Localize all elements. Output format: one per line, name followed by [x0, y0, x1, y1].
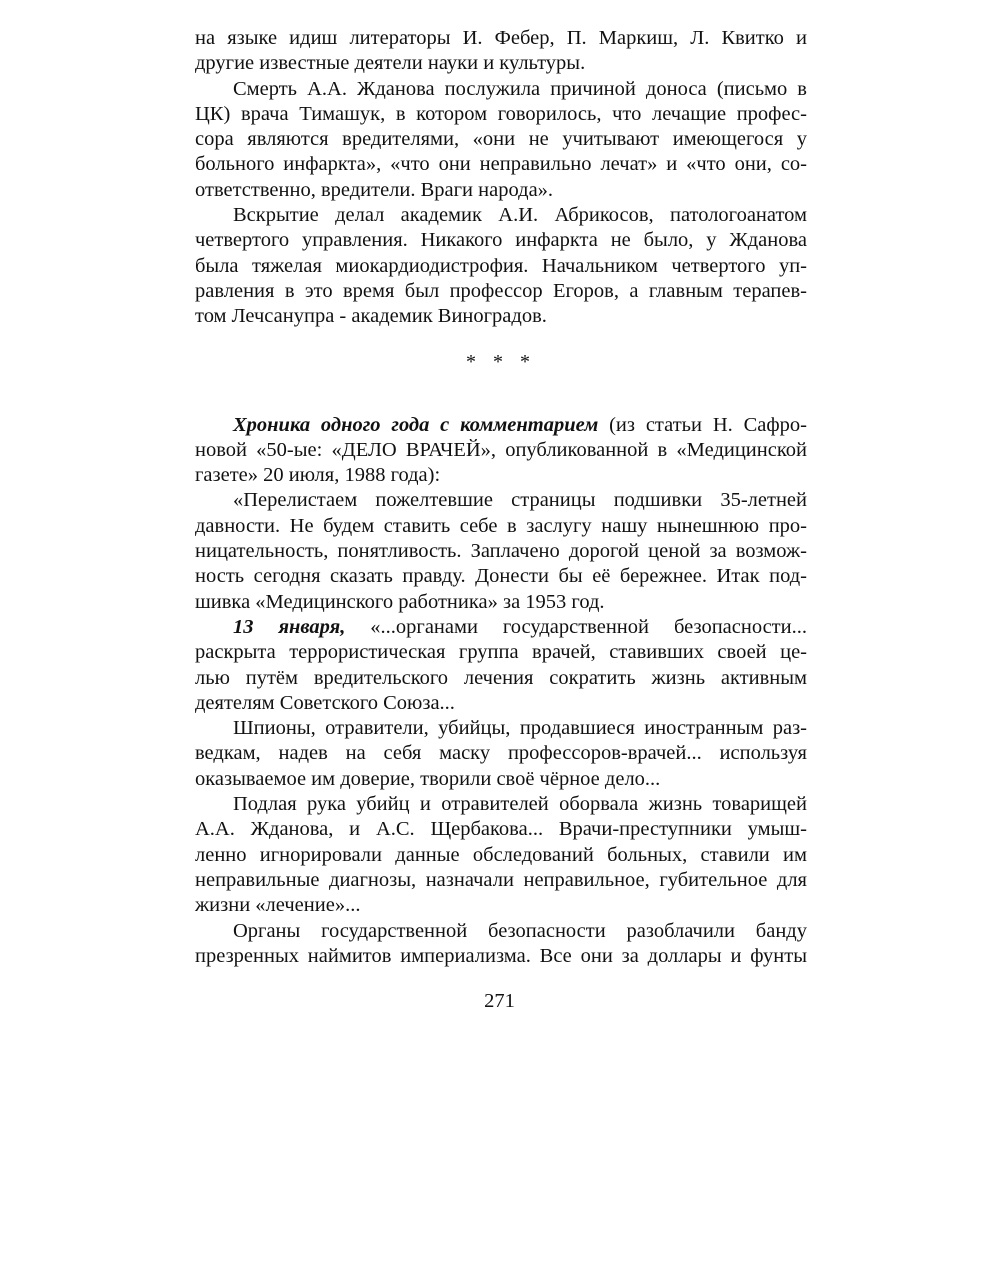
page-body: [195, 26, 807, 969]
text-line: ницательность, понятливость. Заплачено дорогой ценой за возмож-: [195, 540, 807, 563]
paragraph: Вскрытие делал академик А.И. Абрикосов, патологоанатом: [233, 204, 807, 227]
paragraph: другие известные деятели науки и культуры.: [195, 52, 586, 75]
paragraph: Смерть А.А. Жданова послужила причиной доноса (письмо в: [233, 77, 807, 100]
text-line: оказываемое им доверие, творили своё чёрное дело...: [195, 767, 661, 790]
text-line: презренных наймитов империализма. Все они за доллары и фунты: [195, 944, 807, 967]
paragraph: Подлая рука убийц и отравителей оборвала жизнь товарищей: [233, 793, 807, 816]
paragraph: Органы государственной безопасности разоблачили банду: [233, 919, 807, 942]
text-line: шивка «Медицинского работника» за 1953 год.: [195, 590, 605, 613]
text-line: деятелям Советского Союза...: [195, 691, 455, 714]
section-heading: Хроника одного года с комментарием: [233, 413, 599, 436]
text-line: была тяжелая миокардиодистрофия. Начальником четвертого уп-: [195, 254, 807, 277]
text-line: ленно игнорировали данные обследований больных, ставили им: [195, 843, 807, 866]
text-line: неправильные диагнозы, назначали неправильное, губительное для: [195, 868, 807, 891]
text-line: том Лечсанупра - академик Виноградов.: [195, 305, 547, 328]
paragraph: «Перелистаем пожелтевшие страницы подшивки 35-летней: [233, 489, 807, 512]
text-line: ность сегодня сказать правду. Донести бы её бережнее. Итак под-: [195, 565, 807, 588]
date-heading: 13 января,: [233, 615, 346, 638]
section-separator: * * *: [466, 350, 536, 373]
text-line: жизни «лечение»...: [195, 894, 361, 917]
text-line: газете» 20 июля, 1988 года):: [195, 464, 441, 487]
paragraph: Хроника одного года с комментарием (из статьи Н. Сафро-: [233, 413, 807, 436]
text-line: ответственно, вредители. Враги народа».: [195, 178, 554, 201]
paragraph: Шпионы, отравители, убийцы, продавшиеся иностранным раз-: [233, 717, 807, 740]
text-line: больного инфаркта», «что они неправильно лечат» и «что они, со-: [195, 153, 807, 176]
paragraph: на языке идиш литераторы И. Фебер, П. Маркиш, Л. Квитко и: [195, 27, 807, 49]
text-line: ЦК) врача Тимашук, в котором говорилось, что лечащие профес-: [195, 102, 807, 125]
text-line: раскрыта террористическая группа врачей, ставивших своей це-: [195, 641, 807, 664]
text-line: новой «50-ые: «ДЕЛО ВРАЧЕЙ», опубликованной в «Медицинской: [195, 438, 807, 461]
spacer: [195, 380, 807, 413]
text-line: ведкам, надев на себя маску профессоров-врачей... используя: [195, 742, 807, 765]
text-line: сора являются вредителями, «они не учитывают имеющегося у: [195, 128, 807, 151]
text-line: четвертого управления. Никакого инфаркта не было, у Жданова: [195, 229, 807, 252]
page-number: 271: [484, 990, 515, 1012]
paragraph: 13 января, «...органами государственной безопасности...: [233, 615, 807, 638]
text-line: давности. Не будем ставить себе в заслугу нашу нынешнюю про-: [195, 514, 807, 537]
text-line: А.А. Жданова, и А.С. Щербакова... Врачи-преступники умыш-: [195, 818, 807, 841]
text-line: равления в это время был профессор Егоров, а главным терапев-: [195, 279, 807, 302]
text-line: лью путём вредительского лечения сократить жизнь активным: [195, 666, 807, 689]
